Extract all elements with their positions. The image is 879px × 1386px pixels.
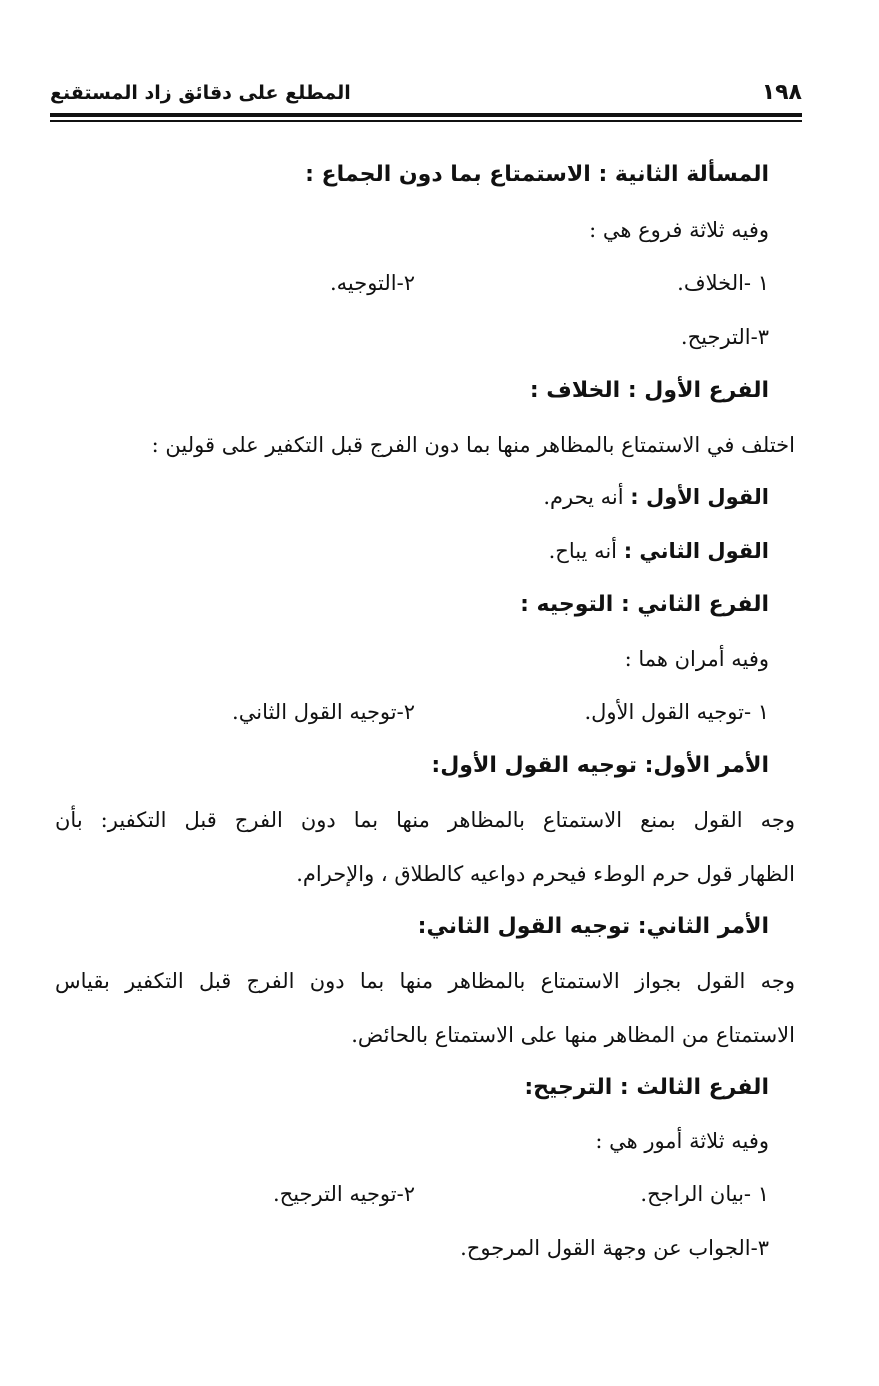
intro-matters: وفيه أمران هما : (624, 647, 769, 671)
list1-item-3: ٣-الترجيح. (680, 325, 769, 349)
heading-amr2: الأمر الثاني: توجيه القول الثاني: (417, 914, 769, 939)
khilaf-text: اختلف في الاستمتاع بالمظاهر منها بما دون الفرج قبل التكفير على قولين : (151, 433, 795, 457)
list1-item-1: ١ -الخلاف. (677, 271, 769, 295)
qawl1-label: القول الأول : (630, 485, 769, 509)
book-title: المطلع على دقائق زاد المستقنع (50, 82, 351, 104)
amr1-line-1: وجه القول بمنع الاستمتاع بالمظاهر منها بما دون الفرج قبل التكفير: بأن (55, 808, 795, 832)
list3-item-3: ٣-الجواب عن وجهة القول المرجوح. (460, 1236, 769, 1260)
header-rule-thick (50, 113, 802, 117)
list1-item-2: ٢-التوجيه. (329, 271, 415, 295)
intro-items: وفيه ثلاثة أمور هي : (595, 1129, 769, 1153)
intro-branches: وفيه ثلاثة فروع هي : (589, 218, 769, 242)
running-header (50, 78, 802, 112)
amr2-line-2: الاستمتاع من المظاهر منها على الاستمتاع بالحائض. (351, 1023, 795, 1047)
heading-far1: الفرع الأول : الخلاف : (529, 378, 769, 403)
page-number: ١٩٨ (761, 80, 802, 105)
header-rule-thin (50, 120, 802, 122)
qawl2-text: أنه يباح. (548, 539, 618, 563)
list3-item-2: ٢-توجيه الترجيح. (272, 1182, 415, 1206)
list3-item-1: ١ -بيان الراجح. (640, 1182, 769, 1206)
list2-item-1: ١ -توجيه القول الأول. (584, 700, 769, 724)
amr1-line-2: الظهار قول حرم الوطء فيحرم دواعيه كالطلاق ، والإحرام. (296, 862, 795, 886)
qawl2-label: القول الثاني : (623, 539, 769, 563)
heading-amr1: الأمر الأول: توجيه القول الأول: (431, 753, 769, 778)
qawl1-line (543, 480, 769, 514)
qawl1-text: أنه يحرم. (543, 485, 624, 509)
heading-far2: الفرع الثاني : التوجيه : (520, 592, 769, 617)
heading-masala: المسألة الثانية : الاستمتاع بما دون الجماع : (305, 162, 769, 187)
heading-far3: الفرع الثالث : الترجيح: (524, 1075, 769, 1100)
amr2-line-1: وجه القول بجواز الاستمتاع بالمظاهر منها بما دون الفرج قبل التكفير بقياس (55, 969, 795, 993)
list2-item-2: ٢-توجيه القول الثاني. (232, 700, 415, 724)
qawl2-line (549, 534, 769, 568)
